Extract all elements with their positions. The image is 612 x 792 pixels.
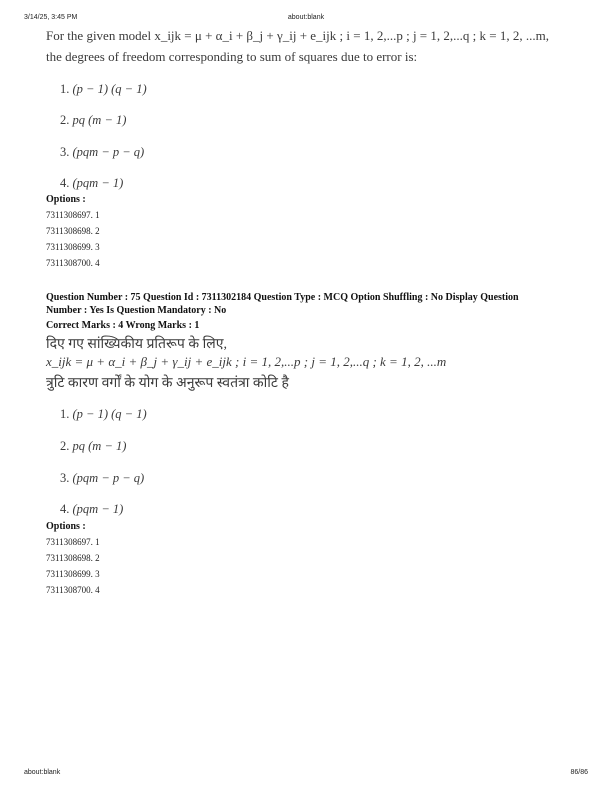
question-a-text-line1: For the given model x_ijk = μ + α_i + β_j + γ_ij + e_ijk ; i = 1, 2,...p ; j = 1, 2,...q ; k = 1, 2, ...m, [46,28,549,43]
question-a-option-code-2: 7311308698. 2 [46,226,100,236]
option-number: 4. [60,502,70,516]
question-b-marks: Correct Marks : 4 Wrong Marks : 1 [46,320,200,331]
question-b-option-1 [60,407,147,422]
option-expression: pq (m − 1) [72,439,127,453]
option-number: 3. [60,145,70,159]
question-b-options-label: Options : [46,521,86,532]
question-a-option-2 [60,113,126,128]
print-timestamp: 3/14/25, 3:45 PM [24,14,78,21]
question-b-hindi-line2: त्रुटि कारण वर्गों के योग के अनुरूप स्वतंत्रा कोटि है [46,376,289,391]
option-number: 4. [60,176,70,190]
option-expression: (pqm − 1) [72,502,124,516]
question-a-option-code-1: 7311308697. 1 [46,210,100,220]
question-b-option-code-4: 7311308700. 4 [46,585,100,595]
question-a-option-4 [60,176,123,191]
print-page-title: about:blank [287,14,325,21]
question-a-options-label: Options : [46,194,86,205]
question-b-option-3 [60,471,144,486]
option-number: 2. [60,439,70,453]
question-b-option-4 [60,502,123,517]
question-b-meta-line1: Question Number : 75 Question Id : 7311302184 Question Type : MCQ Option Shuffling : No Display Question [46,292,519,303]
option-expression: (p − 1) (q − 1) [72,407,147,421]
option-expression: (p − 1) (q − 1) [72,82,147,96]
question-a-text-line2: the degrees of freedom corresponding to sum of squares due to error is: [46,49,418,64]
option-number: 1. [60,407,70,421]
question-a-option-code-4: 7311308700. 4 [46,258,100,268]
option-number: 1. [60,82,70,96]
question-b-math-line: x_ijk = μ + α_i + β_j + γ_ij + e_ijk ; i = 1, 2,...p ; j = 1, 2,...q ; k = 1, 2, ...m [46,354,447,369]
question-b-option-code-3: 7311308699. 3 [46,569,100,579]
question-b-hindi-line1: दिए गए सांख्यिकीय प्रतिरूप के लिए, [46,337,227,352]
question-a-option-code-3: 7311308699. 3 [46,242,100,252]
question-b-option-code-1: 7311308697. 1 [46,537,100,547]
option-expression: (pqm − p − q) [72,145,145,159]
question-b-option-code-2: 7311308698. 2 [46,553,100,563]
option-number: 2. [60,113,70,127]
option-expression: (pqm − p − q) [72,471,145,485]
option-number: 3. [60,471,70,485]
print-page-number: 86/86 [570,769,588,776]
question-b-option-2 [60,439,126,454]
print-footer-url: about:blank [24,769,61,776]
option-expression: (pqm − 1) [72,176,124,190]
question-b-meta-line2: Number : Yes Is Question Mandatory : No [46,305,227,316]
option-expression: pq (m − 1) [72,113,127,127]
question-a-option-3 [60,145,144,160]
question-a-option-1 [60,82,147,97]
